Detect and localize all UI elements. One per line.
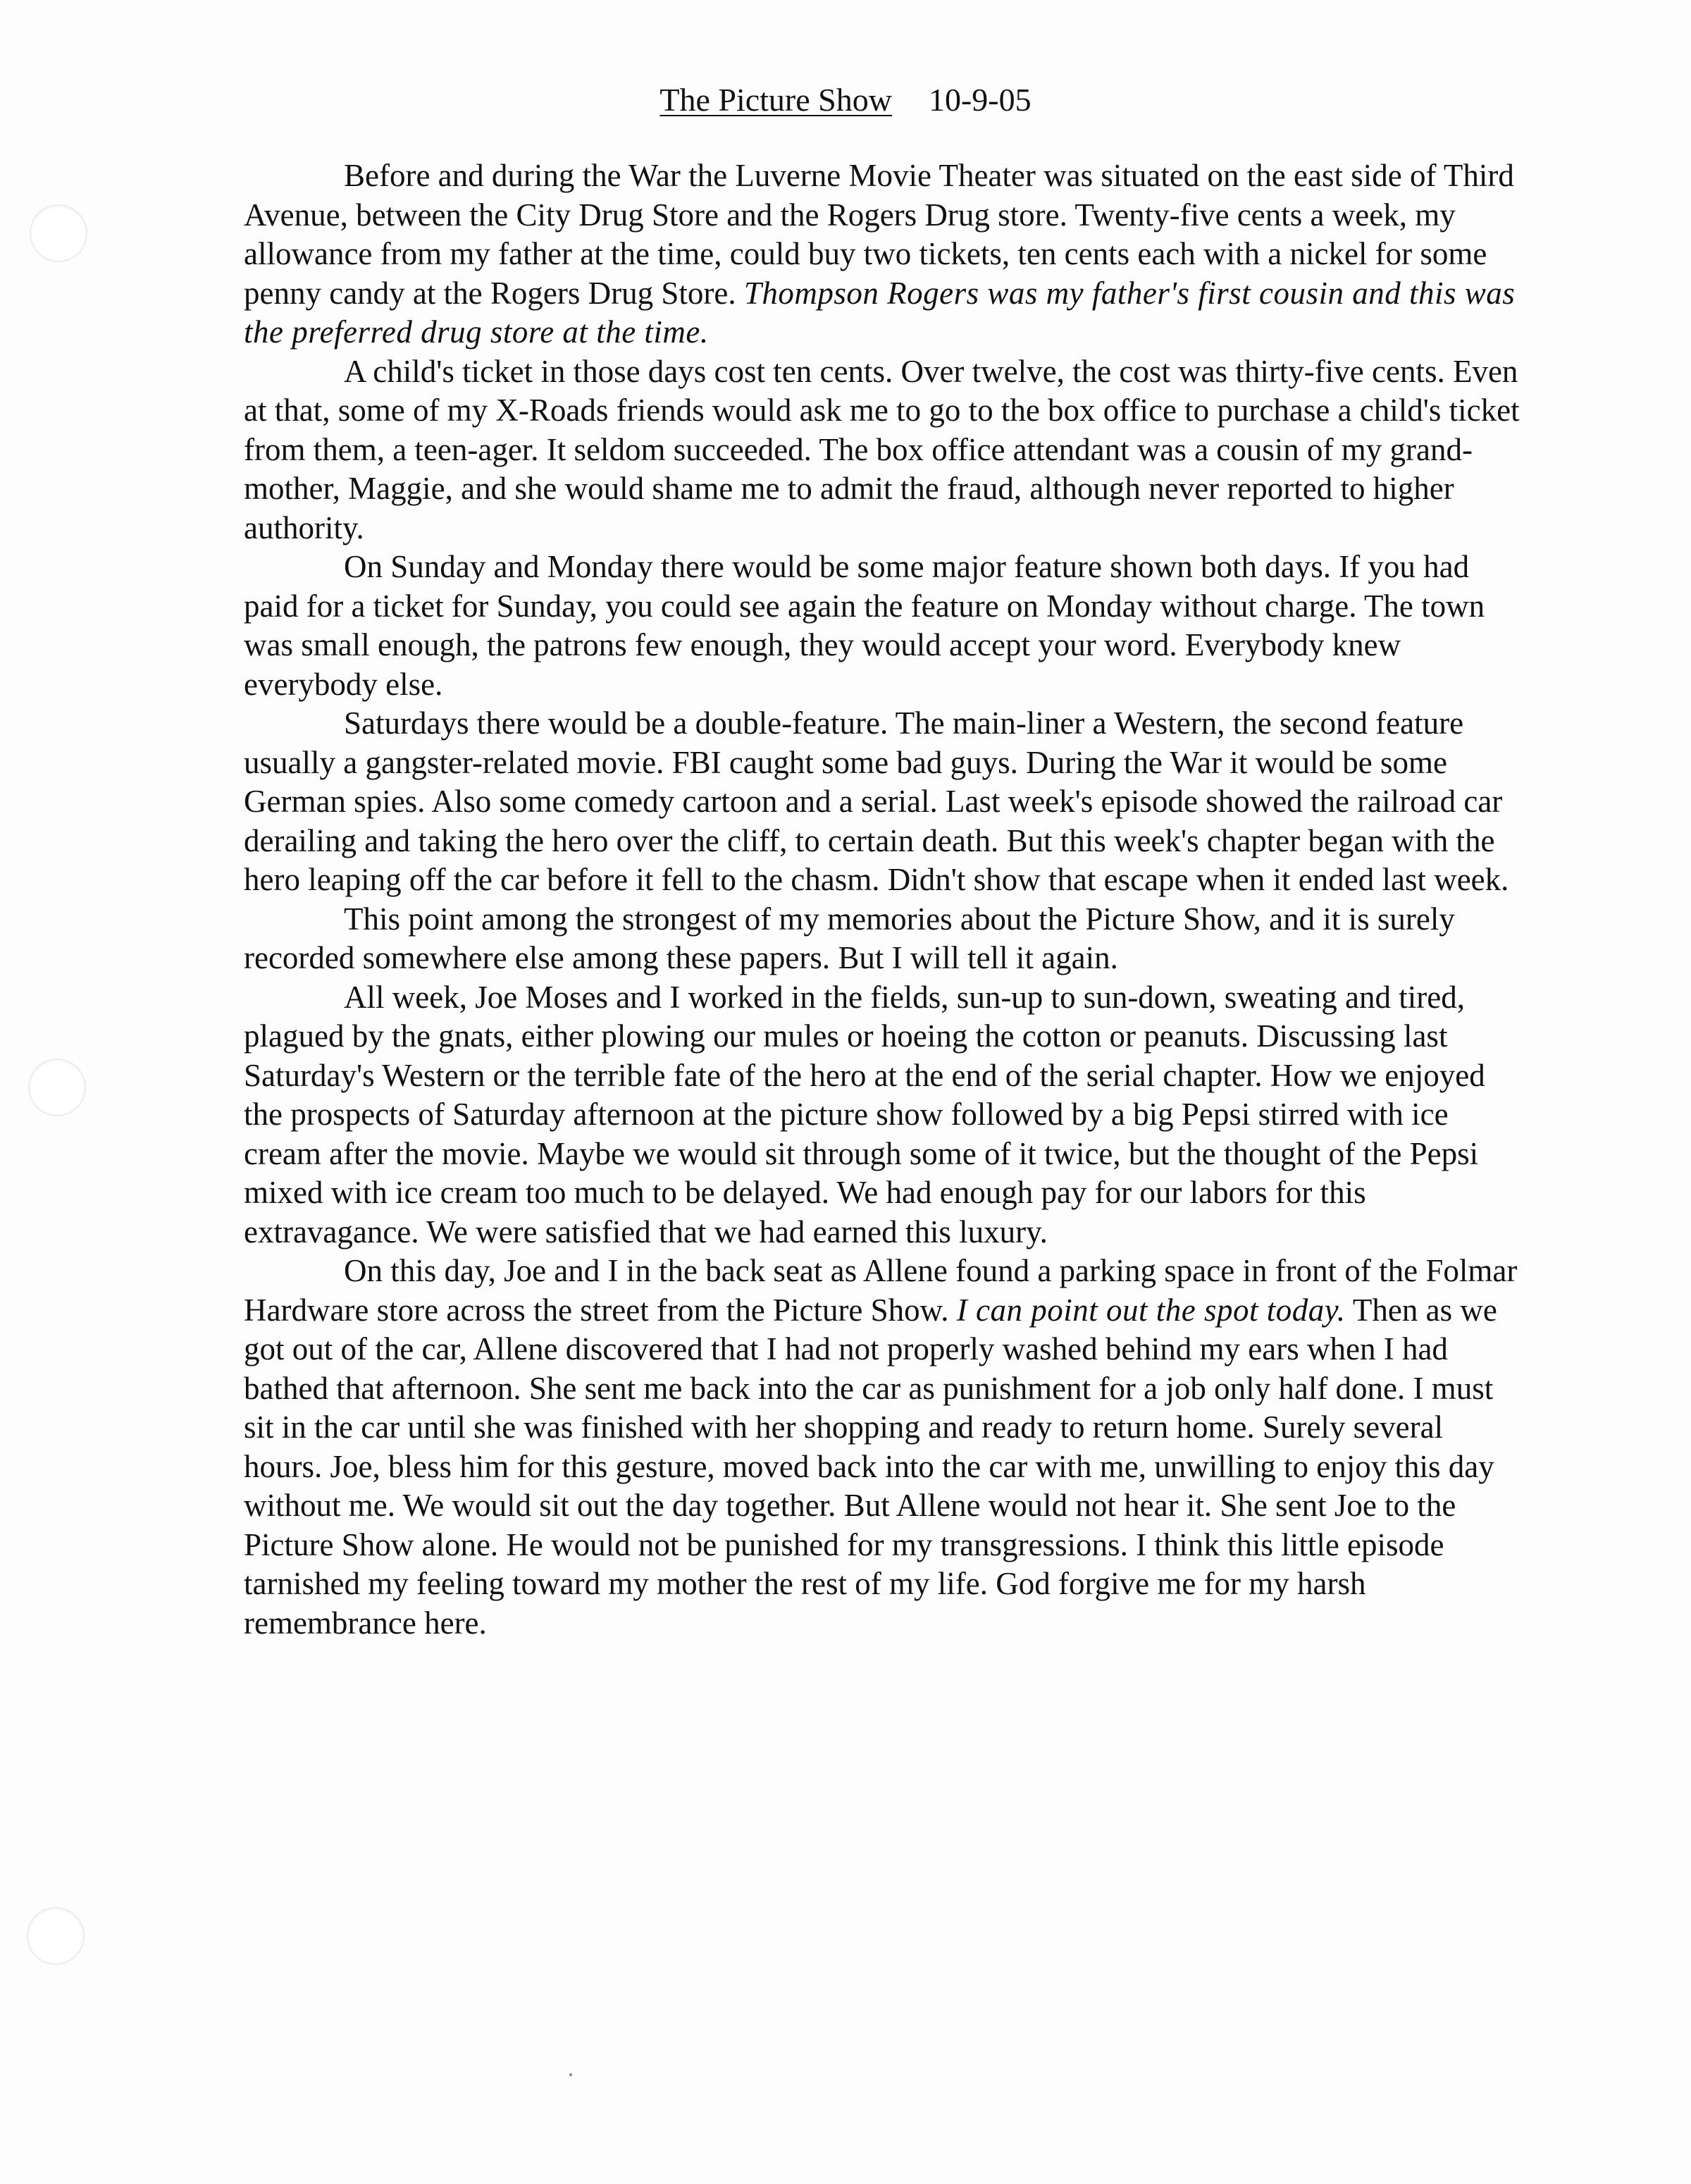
paragraph-7 (244, 1252, 1523, 1643)
paragraph-italic-aside: Thompson Rogers was my father's first cousin and this was the preferred drug store at the time. (244, 275, 1516, 350)
paragraph-italic-aside: I can point out the spot today. (956, 1292, 1346, 1328)
paragraph-5 (244, 900, 1523, 978)
paragraph-text: This point among the strongest of my memories about the Picture Show, and it is surely recorded somewhere else among these papers. But I will tell it again. (244, 901, 1455, 975)
paragraph-text: Before and during the War the Luverne Movie Theater was situated on the east side of Third Avenue, between the City Drug Store and the Rogers Drug store. Twenty-five cents a week, my allowance from my father at the time, could buy two tickets, ten cents each with a nickel for some penny candy at the Rogers Drug Store. (244, 158, 1514, 311)
paragraph-text: Saturdays there would be a double-feature. The main-liner a Western, the second feature usually a gangster-related movie. FBI caught some bad guys. During the War it would be some German spies. Also some comedy cartoon and a serial. Last week's episode showed the railroad car derailing and taking the hero over the cliff, to certain death. But this week's chapter began with the hero leaping off the car before it fell to the chasm. Didn't show that escape when it ended last week. (244, 705, 1509, 897)
paragraph-6 (244, 978, 1523, 1252)
document-date: 10-9-05 (928, 82, 1032, 118)
document-body (244, 156, 1523, 1643)
paragraph-text: On Sunday and Monday there would be some major feature shown both days. If you had paid for a ticket for Sunday, you could see again the feature on Monday without charge. The town was small enough, the patrons few enough, they would accept your word. Everybody knew everybody else. (244, 549, 1485, 702)
document-header (0, 79, 1691, 121)
paragraph-2 (244, 352, 1523, 548)
document-title: The Picture Show (659, 82, 892, 118)
paragraph-4 (244, 704, 1523, 900)
paragraph-text: A child's ticket in those days cost ten cents. Over twelve, the cost was thirty-five cents. Even at that, some of my X-Roads friends would ask me to go to the box office to purchase a child's ticket from them, a teen-ager. It seldom succeeded. The box office attendant was a cousin of my grand-mother, Maggie, and she would shame me to admit the fraud, although never reported to higher authority. (244, 353, 1520, 545)
paragraph-text: On this day, Joe and I in the back seat as Allene found a parking space in front of the Folmar Hardware store across the street from the Picture Show. (244, 1253, 1518, 1328)
paragraph-text: All week, Joe Moses and I worked in the fields, sun-up to sun-down, sweating and tired, plagued by the gnats, either plowing our mules or hoeing the cotton or peanuts. Discussing last Saturday's Western or the terrible fate of the hero at the end of the serial chapter. How we enjoyed the prospects of Saturday afternoon at the picture show followed by a big Pepsi stirred with ice cream after the movie. Maybe we would sit through some of it twice, but the thought of the Pepsi mixed with ice cream too much to be delayed. We had enough pay for our labors for this extravagance. We were satisfied that we had earned this luxury. (244, 979, 1485, 1250)
punch-hole-top (30, 204, 87, 262)
paper-speck (569, 2073, 572, 2076)
punch-hole-bottom (27, 1907, 85, 1965)
paragraph-1 (244, 156, 1523, 352)
paragraph-text-continued: Then as we got out of the car, Allene discovered that I had not properly washed behind my ears when I had bathed that afternoon. She sent me back into the car as punishment for a job only half done. I must sit in the car until she was finished with her shopping and ready to return home. Surely several hours. Joe, bless him for this gesture, moved back into the car with me, unwilling to enjoy this day without me. We would sit out the day together. But Allene would not hear it. She sent Joe to the Picture Show alone. He would not be punished for my transgressions. I think this little episode tarnished my feeling toward my mother the rest of my life. God forgive me for my harsh remembrance here. (244, 1292, 1497, 1641)
punch-hole-middle (28, 1059, 86, 1116)
paragraph-3 (244, 548, 1523, 704)
